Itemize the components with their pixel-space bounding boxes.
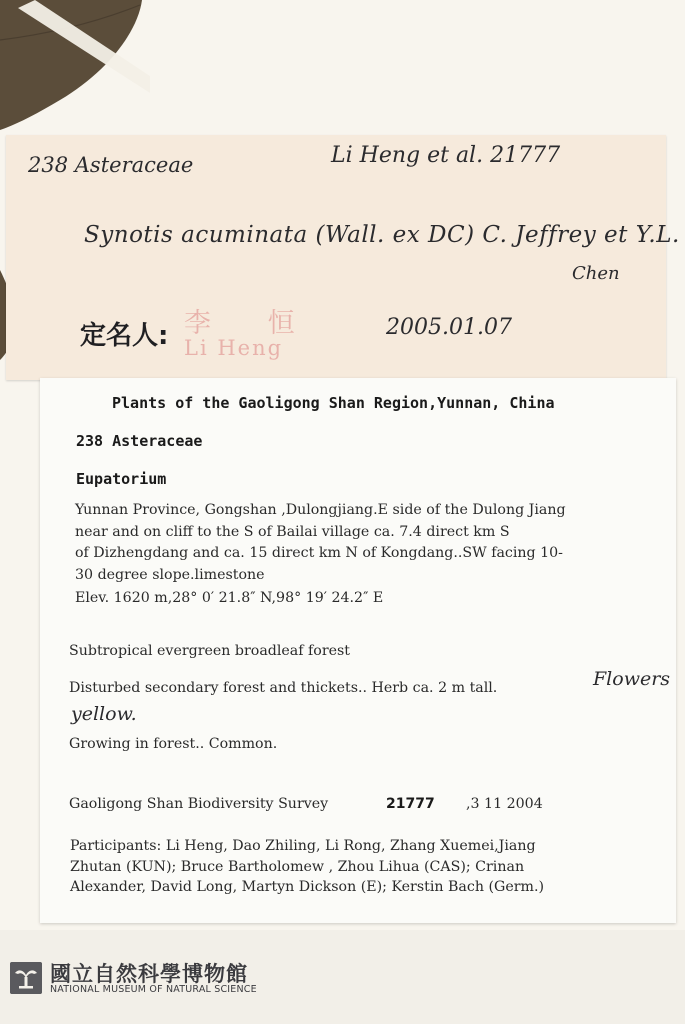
det-species: Synotis acuminata (Wall. ex DC) C. Jeffrey et Y.L. — [84, 222, 680, 248]
label-collection-number: 21777 — [386, 796, 435, 812]
label-collection-date: ,3 11 2004 — [466, 796, 543, 812]
determiner-label: 定名人: — [80, 321, 169, 351]
label-description: Disturbed secondary forest and thickets.. Herb ca. 2 m tall. — [69, 680, 498, 696]
museum-name-english: NATIONAL MUSEUM OF NATURAL SCIENCE — [50, 984, 257, 995]
label-growing: Growing in forest.. Common. — [69, 736, 278, 752]
label-habitat: Subtropical evergreen broadleaf forest — [69, 643, 350, 659]
label-participants: Participants: Li Heng, Dao Zhiling, Li Rong, Zhang Xuemei,Jiang Zhutan (KUN); Bruce Bartholomew , Zhou Lihua (CAS); Crinan Alexander, David Long, Martyn Dickson (E); Kerstin Bach (Germ.) — [70, 838, 545, 895]
determiner-stamp — [184, 301, 319, 360]
stamp-english: Li Heng — [184, 336, 284, 360]
label-header: Plants of the Gaoligong Shan Region,Yunnan, China — [112, 394, 555, 412]
label-family: 238 Asteraceae — [76, 432, 203, 450]
stamp-chinese: 李 恒 — [184, 308, 319, 339]
det-author-continued: Chen — [572, 263, 620, 284]
det-date: 2005.01.07 — [386, 315, 512, 340]
label-description-handwritten-2: yellow. — [71, 703, 137, 725]
museum-emblem-icon — [10, 962, 42, 994]
leaf-specimen-fragment — [0, 0, 150, 130]
det-collector: Li Heng et al. 21777 — [331, 143, 561, 168]
museum-name-chinese: 國立自然科學博物館 — [50, 962, 248, 986]
label-description-handwritten-1: Flowers — [593, 668, 671, 690]
label-genus: Eupatorium — [76, 470, 167, 488]
label-survey: Gaoligong Shan Biodiversity Survey — [69, 796, 329, 812]
det-family: 238 Asteraceae — [28, 153, 194, 177]
specimen-label — [40, 378, 676, 923]
determination-slip — [6, 135, 680, 380]
label-locality: Yunnan Province, Gongshan ,Dulongjiang.E side of the Dulong Jiang near and on cliff to the S of Bailai village ca. 7.4 direct km S of Dizhengdang and ca. 15 direct km N of Kongdang..SW facing 10- 30 degree slope.limestone — [75, 502, 566, 583]
label-elevation: Elev. 1620 m,28° 0′ 21.8″ N,98° 19′ 24.2″ E — [75, 590, 384, 606]
